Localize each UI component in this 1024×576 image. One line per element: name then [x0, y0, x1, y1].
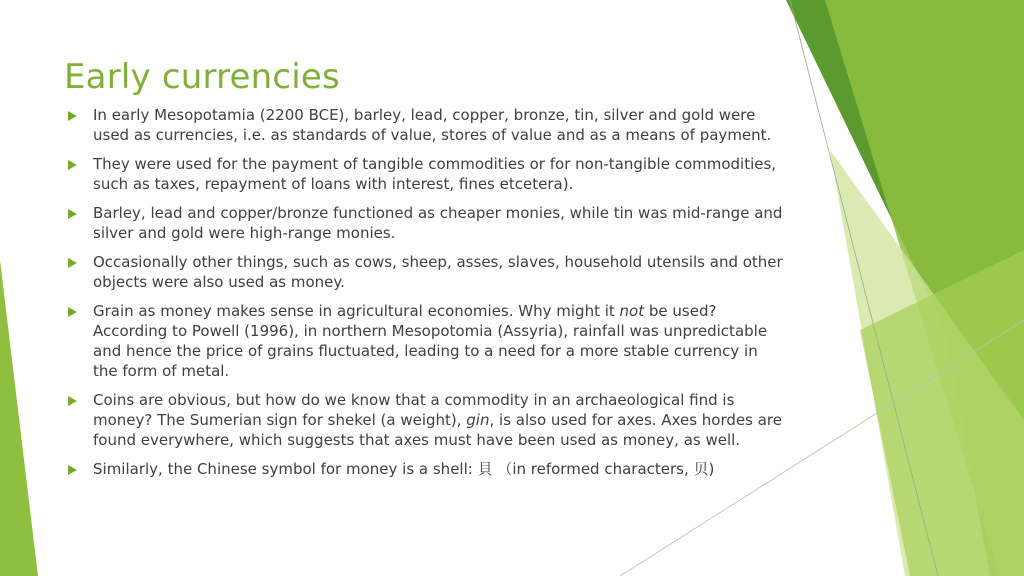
bullet-list	[66, 106, 786, 489]
text-run: In early Mesopotamia (2200 BCE), barley, lead, copper, bronze, tin, silver and gold were used as currencies, i.e. as standards of value, stores of value and as a means of payment.	[93, 106, 772, 144]
bullet-text	[93, 253, 786, 293]
bullet-item	[66, 460, 786, 480]
bullet-item	[66, 155, 786, 195]
triangle-right-icon	[68, 396, 77, 406]
triangle-right-icon	[68, 160, 77, 170]
bullet-text	[93, 204, 786, 244]
bullet-text	[93, 391, 786, 450]
triangle-right-icon	[68, 258, 77, 268]
text-run: Occasionally other things, such as cows, sheep, asses, slaves, household utensils and other objects were also used as money.	[93, 253, 783, 292]
text-run: Barley, lead and copper/bronze functioned as cheaper monies, while tin was mid-range and silver and gold were high-range monies.	[93, 204, 783, 242]
text-run: Similarly, the Chinese symbol for money is a shell: 貝 （in reformed characters, 贝)	[93, 459, 715, 478]
bullet-item	[66, 302, 786, 381]
emphasized-text: gin	[466, 410, 490, 429]
triangle-right-icon	[68, 465, 77, 475]
text-run: They were used for the payment of tangible commodities or for non-tangible commodities, such as taxes, repayment of loans with interest, fines etcetera).	[93, 155, 777, 193]
emphasized-text: not	[619, 302, 645, 321]
bullet-item	[66, 106, 786, 146]
bullet-item	[66, 253, 786, 293]
bullet-text	[93, 460, 786, 480]
slide-title: Early currencies	[64, 57, 340, 97]
triangle-right-icon	[68, 209, 77, 219]
text-run: Coins are obvious, but how do we know that a commodity in an archaeological find is money? The Sumerian sign for shekel (a weight),	[93, 391, 735, 429]
deco-left-sliver	[0, 260, 38, 576]
bullet-item	[66, 204, 786, 244]
bullet-text	[93, 155, 786, 195]
text-run: , is also used for axes. Axes hordes are found everywhere, which suggests that axes must have been used as money, as well.	[93, 410, 782, 449]
text-run: Grain as money makes sense in agricultural economies. Why might it	[93, 302, 620, 321]
text-run: be used? According to Powell (1996), in northern Mesopotomia (Assyria), rainfall was unpredictable and hence the price of grains fluctuated, leading to a need for a more stable currency in the form of metal.	[93, 302, 768, 380]
triangle-right-icon	[68, 307, 77, 317]
bullet-text	[93, 106, 786, 146]
bullet-text	[93, 302, 786, 381]
bullet-item	[66, 391, 786, 450]
triangle-right-icon	[68, 111, 77, 121]
